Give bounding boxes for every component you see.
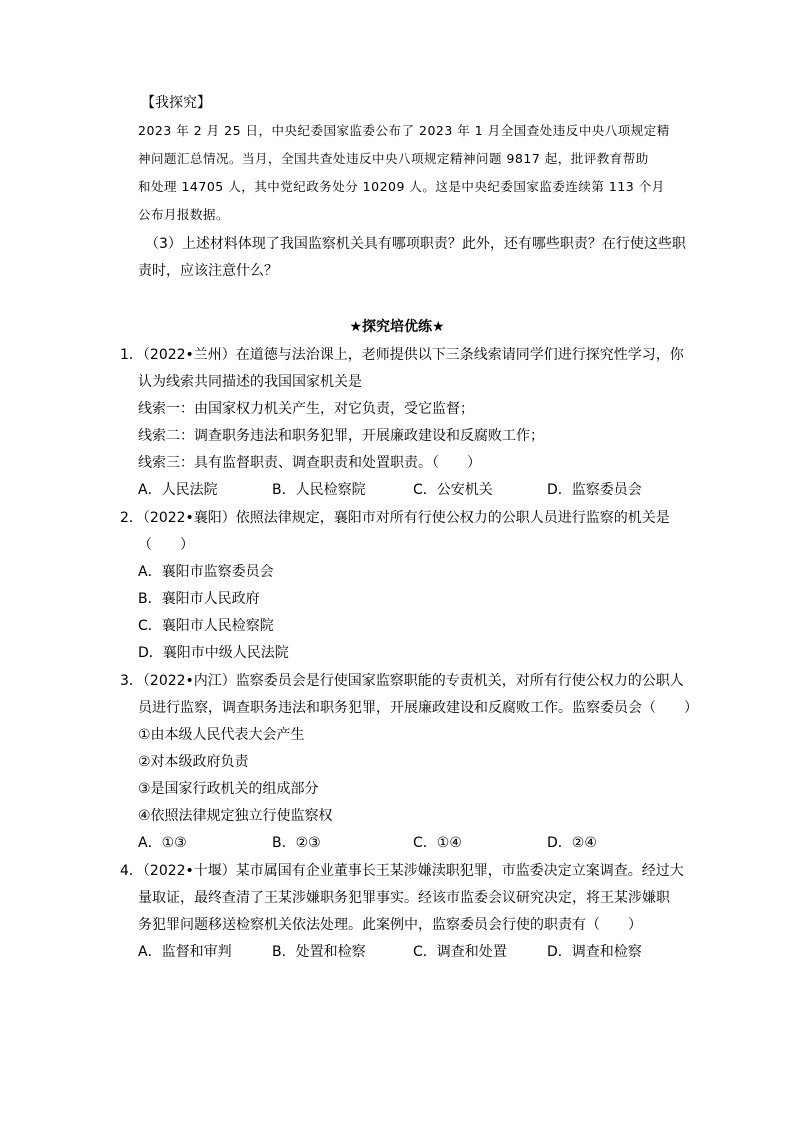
q4-stem-line-3: 务犯罪问题移送检察机关依法处理。此案例中，监察委员会行使的职责有（ ） xyxy=(138,917,642,933)
q4-stem-line-2: 量取证，最终查清了王某涉嫌职务犯罪事实。经该市监委会议研究决定，将王某涉嫌职 xyxy=(138,890,670,906)
q3-stem-line-2: 员进行监察，调查职务违法和职务犯罪，开展廉政建设和反腐败工作。监察委员会（ ） xyxy=(138,700,698,716)
q3-item-2: ②对本级政府负责 xyxy=(138,754,249,770)
q2-option-c: C．襄阳市人民检察院 xyxy=(138,618,274,634)
material-line-4: 公布月报数据。 xyxy=(138,207,230,222)
q1-clue-2: 线索二：调查职务违法和职务犯罪，开展廉政建设和反腐败工作； xyxy=(138,428,544,444)
q1-option-a: A．人民法院 xyxy=(138,482,218,498)
q1-clue-1: 线索一：由国家权力机关产生，对它负责，受它监督； xyxy=(138,401,474,417)
q2-option-d: D．襄阳市中级人民法院 xyxy=(138,645,289,661)
q2-option-b: B．襄阳市人民政府 xyxy=(138,591,260,607)
q4-option-a: A．监督和审判 xyxy=(138,944,232,960)
q4-option-b: B．处置和检察 xyxy=(272,944,366,960)
q3-option-c: C．①④ xyxy=(413,835,462,851)
section-title: ★探究培优练★ xyxy=(349,319,445,335)
q3-item-1: ①由本级人民代表大会产生 xyxy=(138,727,305,743)
q1-option-c: C．公安机关 xyxy=(413,482,493,498)
explore-heading: 【我探究】 xyxy=(141,95,211,111)
material-line-2: 神问题汇总情况。当月，全国共查处违反中央八项规定精神问题 9817 起，批评教育帮助 xyxy=(138,151,649,166)
q3-option-a: A．①③ xyxy=(138,835,187,851)
q4-stem-line-1: 4．（2022•十堰）某市属国有企业董事长王某涉嫌渎职犯罪，市监委决定立案调查。经过大 xyxy=(120,863,684,879)
q4-option-c: C．调查和处置 xyxy=(413,944,507,960)
q3-option-d: D．②④ xyxy=(547,835,597,851)
q2-stem-line-1: 2．（2022•襄阳）依照法律规定，襄阳市对所有行使公权力的公职人员进行监察的机关是 xyxy=(120,510,670,526)
q2-stem-line-2: （ ） xyxy=(138,537,194,553)
q1-clue-3: 线索三：具有监督职责、调查职责和处置职责。（ ） xyxy=(138,455,481,471)
q1-stem-line-2: 认为线索共同描述的我国国家机关是 xyxy=(138,374,362,390)
q1-option-d: D．监察委员会 xyxy=(547,482,642,498)
explore-question-line-2: 责时，应该注意什么？ xyxy=(138,263,278,279)
q3-item-4: ④依照法律规定独立行使监察权 xyxy=(138,808,333,824)
material-line-1: 2023 年 2 月 25 日，中央纪委国家监委公布了 2023 年 1 月全国查处违反中央八项规定精 xyxy=(138,123,670,138)
material-line-3: 和处理 14705 人，其中党纪政务处分 10209 人。这是中央纪委国家监委连续第 113 个月 xyxy=(138,179,665,194)
q1-stem-line-1: 1．（2022•兰州）在道德与法治课上，老师提供以下三条线索请同学们进行探究性学习，你 xyxy=(120,347,684,363)
q2-option-a: A．襄阳市监察委员会 xyxy=(138,564,274,580)
explore-question-line-1: （3）上述材料体现了我国监察机关具有哪项职责？此外，还有哪些职责？在行使这些职 xyxy=(145,236,686,252)
q4-option-d: D．调查和检察 xyxy=(547,944,642,960)
q1-option-b: B．人民检察院 xyxy=(272,482,366,498)
q3-stem-line-1: 3．（2022•内江）监察委员会是行使国家监察职能的专责机关，对所有行使公权力的公职人 xyxy=(120,673,684,689)
q3-item-3: ③是国家行政机关的组成部分 xyxy=(138,781,319,797)
q3-option-b: B．②③ xyxy=(272,835,321,851)
